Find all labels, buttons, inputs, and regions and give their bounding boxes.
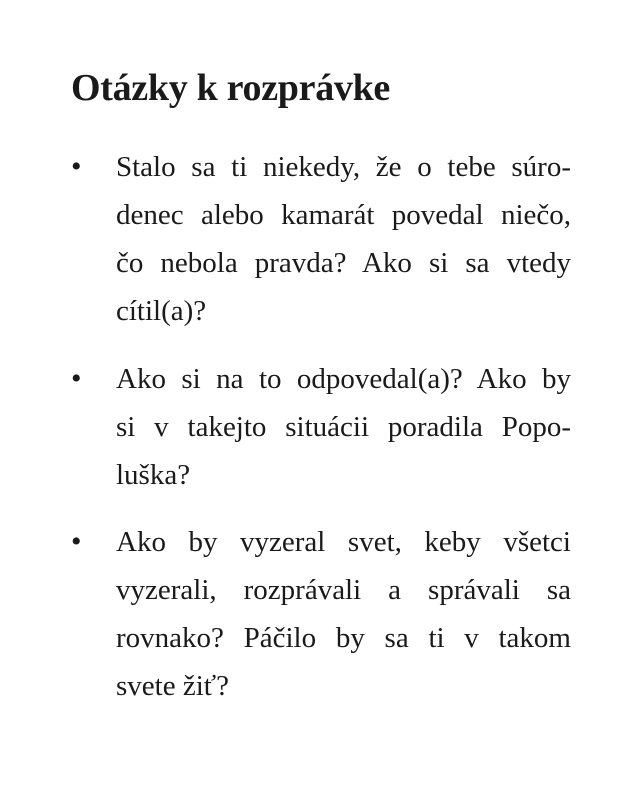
- question-line: denec alebo kamarát povedal niečo,: [116, 199, 571, 231]
- bullet-icon: •: [71, 525, 82, 558]
- page-title: Otázky k rozprávke: [71, 67, 390, 109]
- question-line: Ako by vyzeral svet, keby všetci: [116, 526, 571, 558]
- question-text: [116, 355, 571, 499]
- bullet-icon: •: [71, 150, 82, 183]
- question-line: Stalo sa ti niekedy, že o tebe súro-: [116, 151, 571, 183]
- question-line: rovnako? Páčilo by sa ti v takom: [116, 622, 571, 654]
- question-line: luška?: [116, 459, 191, 491]
- question-line: si v takejto situácii poradila Popo-: [116, 411, 571, 443]
- question-text: [116, 143, 571, 335]
- question-line: Ako si na to odpovedal(a)? Ako by: [116, 363, 571, 395]
- question-line: vyzerali, rozprávali a správali sa: [116, 574, 571, 606]
- question-line: čo nebola pravda? Ako si sa vtedy: [116, 247, 571, 279]
- question-line: svete žiť?: [116, 670, 230, 702]
- question-line: cítil(a)?: [116, 295, 207, 327]
- bullet-icon: •: [71, 362, 82, 395]
- question-text: [116, 518, 571, 710]
